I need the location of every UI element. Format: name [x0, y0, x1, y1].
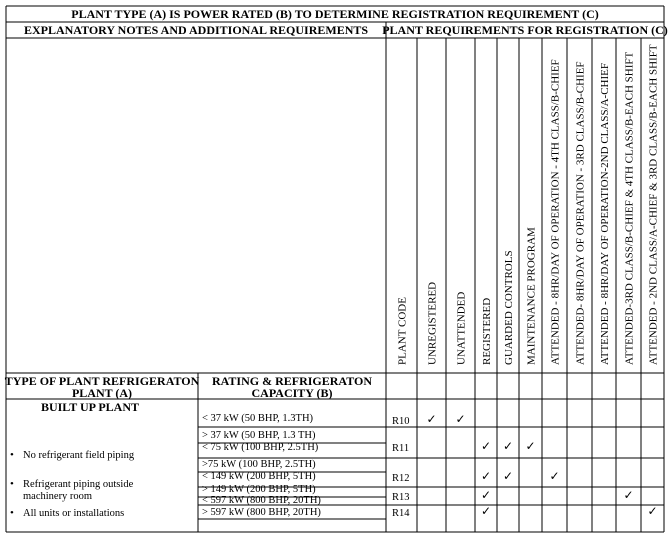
- column-header-4: GUARDED CONTROLS: [503, 250, 515, 365]
- rating-value: < 149 kW (200 BHP, 5TH): [202, 471, 316, 482]
- column-header-9: ATTENDED-3RD CLASS/B-CHIEF & 4TH CLASS/B-EACH SHIFT: [623, 51, 636, 365]
- rating-header-line2: CAPACITY (B): [251, 386, 333, 400]
- check-mark: ✓: [480, 488, 492, 502]
- rating-value: >75 kW (100 BHP, 2.5TH): [202, 459, 316, 470]
- note-text: All units or installations: [23, 508, 125, 519]
- rating-header: RATING & REFRIGERATON: [211, 374, 373, 388]
- type-of-plant-header: TYPE OF PLANT REFRIGERATON: [4, 374, 200, 388]
- rating-value: > 597 kW (800 BHP, 20TH): [202, 507, 321, 518]
- check-mark: ✓: [549, 469, 560, 483]
- table-text: [5, 7, 668, 519]
- plant-code: R12: [392, 473, 410, 484]
- rating-value: < 75 kW (100 BHP, 2.5TH): [202, 442, 319, 453]
- check-mark: ✓: [502, 469, 514, 483]
- note-text: No refrigerant field piping: [23, 450, 135, 461]
- check-mark: ✓: [480, 504, 492, 518]
- table-title: PLANT TYPE (A) IS POWER RATED (B) TO DETERMINE REGISTRATION REQUIREMENT (C): [71, 7, 599, 21]
- column-header-1: UNREGISTERED: [426, 281, 439, 365]
- column-header-7: ATTENDED- 8HR/DAY OF OPERATION - 3RD CLASS/B-CHIEF: [574, 61, 587, 365]
- plant-code: R13: [392, 492, 410, 503]
- column-header-2: UNATTENDED: [455, 291, 468, 365]
- column-header-10: ATTENDED - 2ND CLASS/A-CHIEF & 3RD CLASS/B-EACH SHIFT: [647, 44, 660, 365]
- plant-code: R14: [392, 508, 410, 519]
- check-mark: ✓: [480, 439, 492, 453]
- column-header-5: MAINTENANCE PROGRAM: [525, 227, 538, 365]
- note-text: machinery room: [23, 491, 93, 502]
- rating-value: < 37 kW (50 BHP, 1.3TH): [202, 413, 314, 424]
- note-bullet: •: [10, 507, 14, 519]
- column-header-3: REGISTERED: [481, 297, 493, 365]
- check-mark: ✓: [647, 504, 658, 518]
- rating-value: > 37 kW (50 BHP, 1.3 TH): [202, 430, 316, 441]
- column-header-0: PLANT CODE: [396, 297, 409, 365]
- column-header-8: ATTENDED - 8HR/DAY OF OPERATION-2ND CLASS/A-CHIEF: [599, 62, 611, 365]
- check-mark: ✓: [426, 412, 437, 426]
- check-mark: ✓: [623, 488, 634, 502]
- check-mark: ✓: [480, 469, 492, 483]
- rating-value: < 597 kW (800 BHP, 20TH): [202, 495, 321, 506]
- plant-code: R10: [392, 416, 410, 427]
- section-label-built-up-plant: BUILT UP PLANT: [40, 400, 140, 414]
- note-bullet: •: [10, 478, 14, 490]
- note-text: Refrigerant piping outside: [23, 479, 134, 490]
- explanatory-notes-header: EXPLANATORY NOTES AND ADDITIONAL REQUIREMENTS: [23, 23, 369, 37]
- check-mark: ✓: [502, 439, 514, 453]
- note-bullet: •: [10, 449, 14, 461]
- type-of-plant-header-line2: PLANT (A): [71, 386, 133, 400]
- check-mark: ✓: [455, 412, 466, 426]
- column-header-6: ATTENDED - 8HR/DAY OF OPERATION - 4TH CLASS/B-CHIEF: [549, 59, 562, 365]
- plant-requirements-header: PLANT REQUIREMENTS FOR REGISTRATION (C): [382, 23, 668, 37]
- check-mark: ✓: [525, 439, 536, 453]
- plant-code: R11: [392, 443, 410, 454]
- rating-value: > 149 kW (200 BHP, 5TH): [202, 484, 316, 495]
